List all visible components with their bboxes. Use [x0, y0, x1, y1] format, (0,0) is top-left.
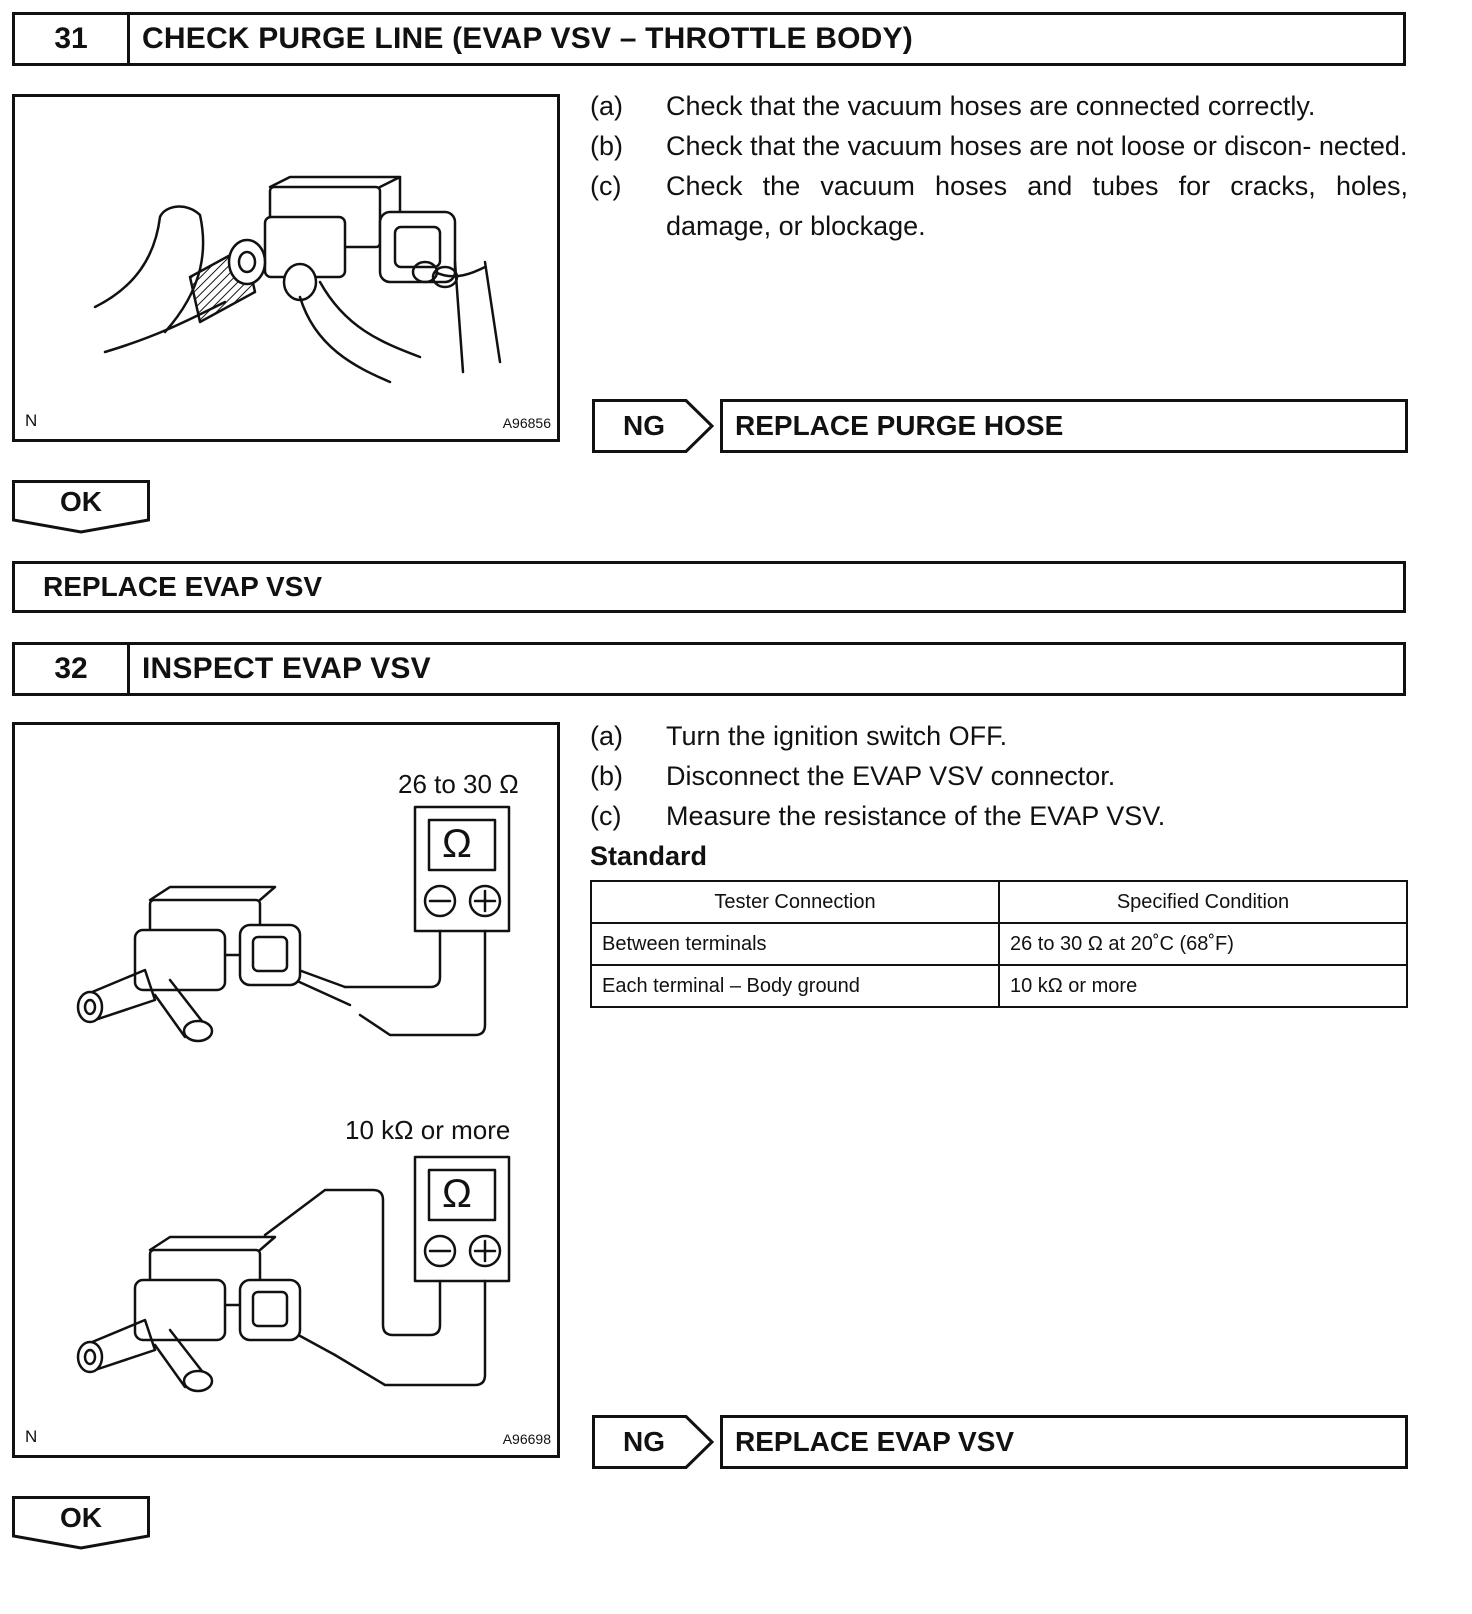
table-cell: 26 to 30 Ω at 20˚C (68˚F) — [999, 923, 1407, 965]
top-meter-label: 26 to 30 Ω — [398, 769, 519, 799]
instruction-item — [590, 756, 1408, 796]
instruction-label: (a) — [590, 91, 623, 121]
bottom-meter-symbol: Ω — [442, 1172, 472, 1216]
step-number: 31 — [15, 15, 130, 63]
instruction-text: Measure the resistance of the EVAP VSV. — [666, 801, 1166, 831]
bottom-meter-label: 10 kΩ or more — [345, 1115, 511, 1145]
step-31-header — [12, 12, 1406, 66]
instruction-text: Disconnect the EVAP VSV connector. — [666, 761, 1116, 791]
instruction-text: Check that the vacuum hoses are connected correctly. — [666, 91, 1316, 121]
purge-line-figure — [12, 94, 560, 442]
instruction-label: (c) — [590, 801, 622, 831]
ohmmeter-illustration — [15, 725, 557, 1455]
table-header-row — [591, 881, 1407, 923]
step-32-ok-badge — [12, 1496, 150, 1550]
ng-badge — [592, 1415, 716, 1469]
vsv-throttle-body-illustration — [15, 97, 557, 439]
figure-id: A96698 — [502, 1431, 551, 1447]
ng-badge — [592, 399, 716, 453]
table-cell: 10 kΩ or more — [999, 965, 1407, 1007]
instruction-item — [590, 126, 1408, 166]
table-cell: Each terminal – Body ground — [591, 965, 999, 1007]
standard-label: Standard — [590, 841, 708, 871]
table-row — [591, 965, 1407, 1007]
table-header: Specified Condition — [999, 881, 1407, 923]
table-header: Tester Connection — [591, 881, 999, 923]
step-title: INSPECT EVAP VSV — [142, 652, 431, 685]
evap-vsv-figure — [12, 722, 560, 1458]
step-31-ok-badge — [12, 480, 150, 534]
step-title: CHECK PURGE LINE (EVAP VSV – THROTTLE BODY) — [142, 22, 913, 55]
instruction-label: (c) — [590, 171, 622, 201]
ng-label: NG — [623, 410, 665, 441]
table-cell: Between terminals — [591, 923, 999, 965]
step-31-result: REPLACE EVAP VSV — [12, 561, 1406, 613]
instruction-item — [590, 166, 1408, 246]
instruction-text: Check that the vacuum hoses are not loose or discon- nected. — [666, 131, 1408, 161]
figure-id: A96856 — [502, 415, 551, 431]
instruction-item — [590, 716, 1408, 756]
step-32-ng-row — [592, 1415, 1408, 1469]
spec-table-wrap — [590, 880, 1408, 1008]
instruction-text: Check the vacuum hoses and tubes for cracks, holes, damage, or blockage. — [666, 171, 1408, 241]
step-31-instructions — [590, 86, 1408, 246]
ng-label: NG — [623, 1426, 665, 1457]
ng-action: REPLACE EVAP VSV — [720, 1415, 1408, 1469]
step-32-header — [12, 642, 1406, 696]
instruction-item — [590, 796, 1408, 836]
figure-corner-letter: N — [25, 411, 38, 430]
table-row — [591, 923, 1407, 965]
step-32-instructions — [590, 716, 1408, 876]
step-number: 32 — [15, 645, 130, 693]
instruction-label: (b) — [590, 131, 623, 161]
instruction-label: (b) — [590, 761, 623, 791]
instruction-label: (a) — [590, 721, 623, 751]
instruction-text: Turn the ignition switch OFF. — [666, 721, 1008, 751]
ng-action: REPLACE PURGE HOSE — [720, 399, 1408, 453]
ok-label: OK — [60, 486, 102, 517]
instruction-item — [590, 86, 1408, 126]
figure-corner-letter: N — [25, 1427, 38, 1446]
step-31-ng-row — [592, 399, 1408, 453]
top-meter-symbol: Ω — [442, 822, 472, 866]
spec-table — [590, 880, 1408, 1008]
ok-label: OK — [60, 1502, 102, 1533]
